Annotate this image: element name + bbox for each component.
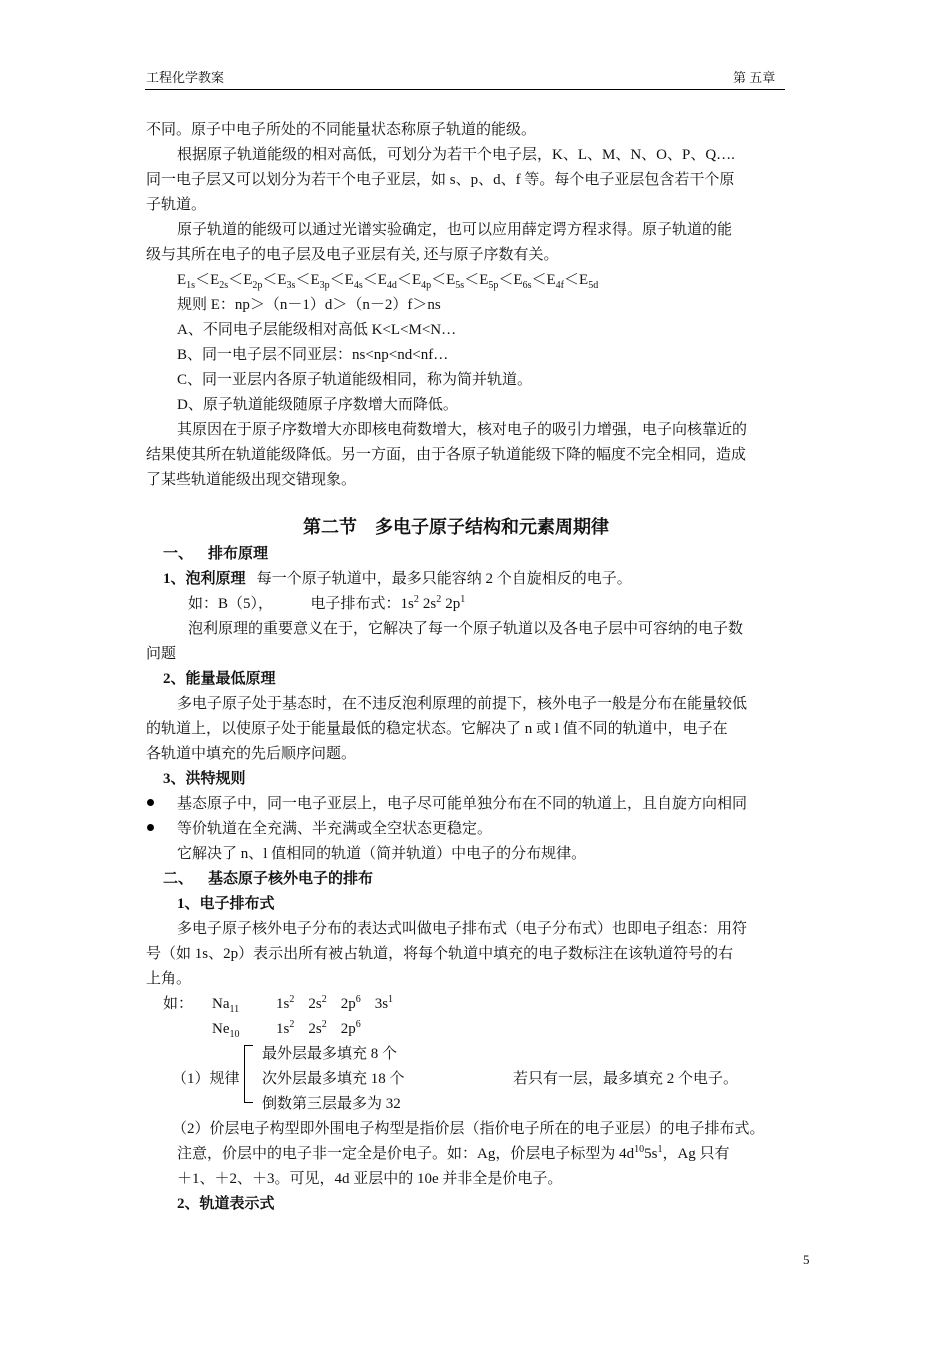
heading-arrangement-principles: 一、 排布原理 — [163, 546, 269, 562]
element-symbol: $Na_{11}$ — [212, 996, 240, 1015]
energy-subscript: 3p — [319, 280, 330, 291]
orbital-term: $2p^1$ — [445, 594, 466, 612]
energy-subscript: 4d — [386, 280, 397, 291]
orbital-term: $2p^6$ — [340, 994, 361, 1012]
text-line: 同一电子层又可以划分为若干个电子亚层，如 s、p、d、f 等。每个电子亚层包含若干个原 — [146, 172, 735, 188]
energy-symbol: E — [579, 272, 589, 288]
less-than-sign: ＜ — [228, 272, 244, 288]
pauli-example — [188, 592, 469, 616]
orbital-term: $2s^2$ — [308, 994, 327, 1012]
hund-heading: 3、洪特规则 — [163, 771, 246, 787]
energy-symbol: E — [546, 272, 556, 288]
energy-symbol: E — [243, 272, 253, 288]
energy-subscript: 5d — [588, 280, 599, 291]
energy-symbol: E — [344, 272, 354, 288]
text-line: 的轨道上，以使原子处于能量最低的稳定状态。它解决了 n 或 l 值不同的轨道中，电子在 — [146, 721, 728, 737]
orbital-term: $2p^6$ — [340, 1019, 361, 1037]
bullet-icon — [147, 799, 154, 806]
less-than-sign: ＜ — [329, 272, 345, 288]
text-line: 号（如 1s、2p）表示出所有被占轨道，将每个轨道中填充的电子数标注在该轨道符号的右 — [146, 946, 734, 962]
energy-min-heading: 2、能量最低原理 — [163, 671, 276, 687]
rule-item: 最外层最多填充 8 个 — [262, 1046, 398, 1062]
page-number: 5 — [803, 1252, 810, 1267]
energy-subscript: 6s — [522, 280, 532, 291]
text-line: 结果使其所在轨道能级降低。另一方面，由于各原子轨道能级下降的幅度不完全相同，造成 — [146, 447, 747, 463]
orbital-term: $1s^2$ — [400, 594, 419, 612]
valence-text: ，Ag 只有 — [662, 1146, 730, 1162]
header-title: 工程化学教案 — [146, 70, 225, 85]
text-line: 其原因在于原子序数增大亦即核电荷数增大，核对电子的吸引力增强，电子向核靠近的 — [177, 422, 748, 438]
rule-item: 次外层最多填充 18 个 — [262, 1071, 405, 1087]
text-line: 泡利原理的重要意义在于，它解决了每一个原子轨道以及各电子层中可容纳的电子数 — [188, 621, 744, 637]
header-chapter: 第 五章 — [733, 70, 776, 85]
valence-text: 5s — [644, 1146, 658, 1162]
energy-symbol: E — [210, 272, 220, 288]
hund-rule-1: 基态原子中，同一电子亚层上，电子尽可能单独分布在不同的轨道上，且自旋方向相同 — [177, 796, 748, 812]
energy-subscript: 5p — [488, 280, 499, 291]
text-line: 多电子原子核外电子分布的表达式叫做电子排布式（电子分布式）也即电子组态：用符 — [177, 921, 748, 937]
element-symbol: $Ne_{10}$ — [212, 1021, 240, 1040]
energy-subscript: 3s — [286, 280, 296, 291]
pauli-example-label: 如：B（5）， 电子排布式： — [188, 596, 401, 612]
text-line: ＋1、＋2、＋3。可见，4d 亚层中的 10e 并非全是价电子。 — [177, 1171, 563, 1187]
rule-e: 规则 E：np＞（n－1）d＞（n－2）f＞ns — [177, 297, 441, 313]
less-than-sign: ＜ — [431, 272, 447, 288]
energy-symbol: E — [479, 272, 489, 288]
superscript: 1 — [657, 1144, 663, 1155]
text-line: 多电子原子处于基态时，在不违反泡利原理的前提下，核外电子一般是分布在能量较低 — [177, 696, 748, 712]
rule-note: 若只有一层，最多填充 2 个电子。 — [513, 1071, 739, 1087]
text-line: 级与其所在电子的电子层及电子亚层有关, 还与原子序数有关。 — [146, 247, 559, 263]
less-than-sign: ＜ — [564, 272, 580, 288]
energy-order-line — [177, 268, 598, 292]
orbital-term: $2s^2$ — [308, 1019, 327, 1037]
pauli-heading: 1、泡利原理 — [163, 571, 246, 587]
boron-configuration — [401, 596, 470, 612]
valence-text: 注意，价层中的电子非一定全是价电子。如：Ag，价层电子标型为 4d — [177, 1146, 635, 1162]
rule-c: C、同一亚层内各原子轨道能级相同，称为简并轨道。 — [177, 372, 533, 388]
pauli-line — [163, 567, 632, 591]
less-than-sign: ＜ — [464, 272, 480, 288]
energy-subscript: 1s — [186, 280, 196, 291]
text-line: 子轨道。 — [146, 197, 207, 213]
left-brace — [244, 1045, 253, 1103]
energy-subscript: 2s — [219, 280, 229, 291]
example-label: 如： — [163, 996, 194, 1012]
rule-item: 倒数第三层最多为 32 — [262, 1096, 401, 1112]
text-line: 上角。 — [146, 971, 192, 987]
text-line: 不同。原子中电子所处的不同能量状态称原子轨道的能级。 — [146, 122, 537, 138]
rule-label: （1）规律 — [172, 1071, 240, 1087]
orbital-term: $2s^2$ — [422, 594, 442, 612]
valence-note — [177, 1142, 730, 1166]
bullet-icon — [147, 824, 154, 831]
less-than-sign: ＜ — [262, 272, 278, 288]
less-than-sign: ＜ — [396, 272, 412, 288]
energy-symbol: E — [446, 272, 456, 288]
rule-a: A、不同电子层能级相对高低 K<L<M<N… — [177, 322, 457, 338]
section-title: 第二节 多电子原子结构和元素周期律 — [303, 517, 609, 537]
text-line: （2）价层电子构型即外围电子构型是指价层（指价电子所在的电子亚层）的电子排布式。 — [172, 1121, 765, 1137]
text-line: 问题 — [146, 646, 177, 662]
text-line: 它解决了 n、l 值相同的轨道（简并轨道）中电子的分布规律。 — [177, 846, 587, 862]
pauli-text: 每一个原子轨道中，最多只能容纳 2 个自旋相反的电子。 — [256, 571, 632, 587]
energy-subscript: 4s — [353, 280, 363, 291]
energy-symbol: E — [411, 272, 422, 288]
superscript: 10 — [634, 1144, 645, 1155]
orbital-term: $1s^2$ — [276, 994, 295, 1012]
neon-configuration — [212, 1017, 375, 1041]
heading-ground-state: 二、 基态原子核外电子的排布 — [163, 871, 374, 887]
energy-subscript: 5s — [455, 280, 465, 291]
energy-subscript: 4f — [555, 280, 565, 291]
header-rule — [145, 89, 785, 90]
less-than-sign: ＜ — [362, 272, 378, 288]
energy-symbol: E — [177, 272, 187, 288]
energy-subscript: 4p — [421, 280, 432, 291]
energy-symbol: E — [310, 272, 320, 288]
text-line: 各轨道中填充的先后顺序问题。 — [146, 746, 357, 762]
energy-symbol: E — [277, 272, 287, 288]
text-line: 了某些轨道能级出现交错现象。 — [146, 472, 357, 488]
less-than-sign: ＜ — [531, 272, 547, 288]
less-than-sign: ＜ — [295, 272, 311, 288]
orbital-term: $3s^1$ — [374, 994, 394, 1012]
text-line: 原子轨道的能级可以通过光谱实验确定，也可以应用薛定谔方程求得。原子轨道的能 — [177, 222, 733, 238]
rule-b: B、同一电子层不同亚层：ns<np<nd<nf… — [177, 347, 449, 363]
rule-d: D、原子轨道能级随原子序数增大而降低。 — [177, 397, 458, 413]
energy-symbol: E — [513, 272, 523, 288]
energy-symbol: E — [377, 272, 387, 288]
orbital-diagram-heading: 2、轨道表示式 — [177, 1196, 275, 1212]
orbital-term: $1s^2$ — [276, 1019, 295, 1037]
hund-rule-2: 等价轨道在全充满、半充满或全空状态更稳定。 — [177, 821, 493, 837]
less-than-sign: ＜ — [498, 272, 514, 288]
energy-subscript: 2p — [252, 280, 263, 291]
text-line: 根据原子轨道能级的相对高低，可划分为若干个电子层，K、L、M、N、O、P、Q…. — [177, 147, 735, 163]
sodium-configuration — [212, 992, 407, 1016]
configuration-heading: 1、电子排布式 — [177, 896, 275, 912]
less-than-sign: ＜ — [195, 272, 211, 288]
